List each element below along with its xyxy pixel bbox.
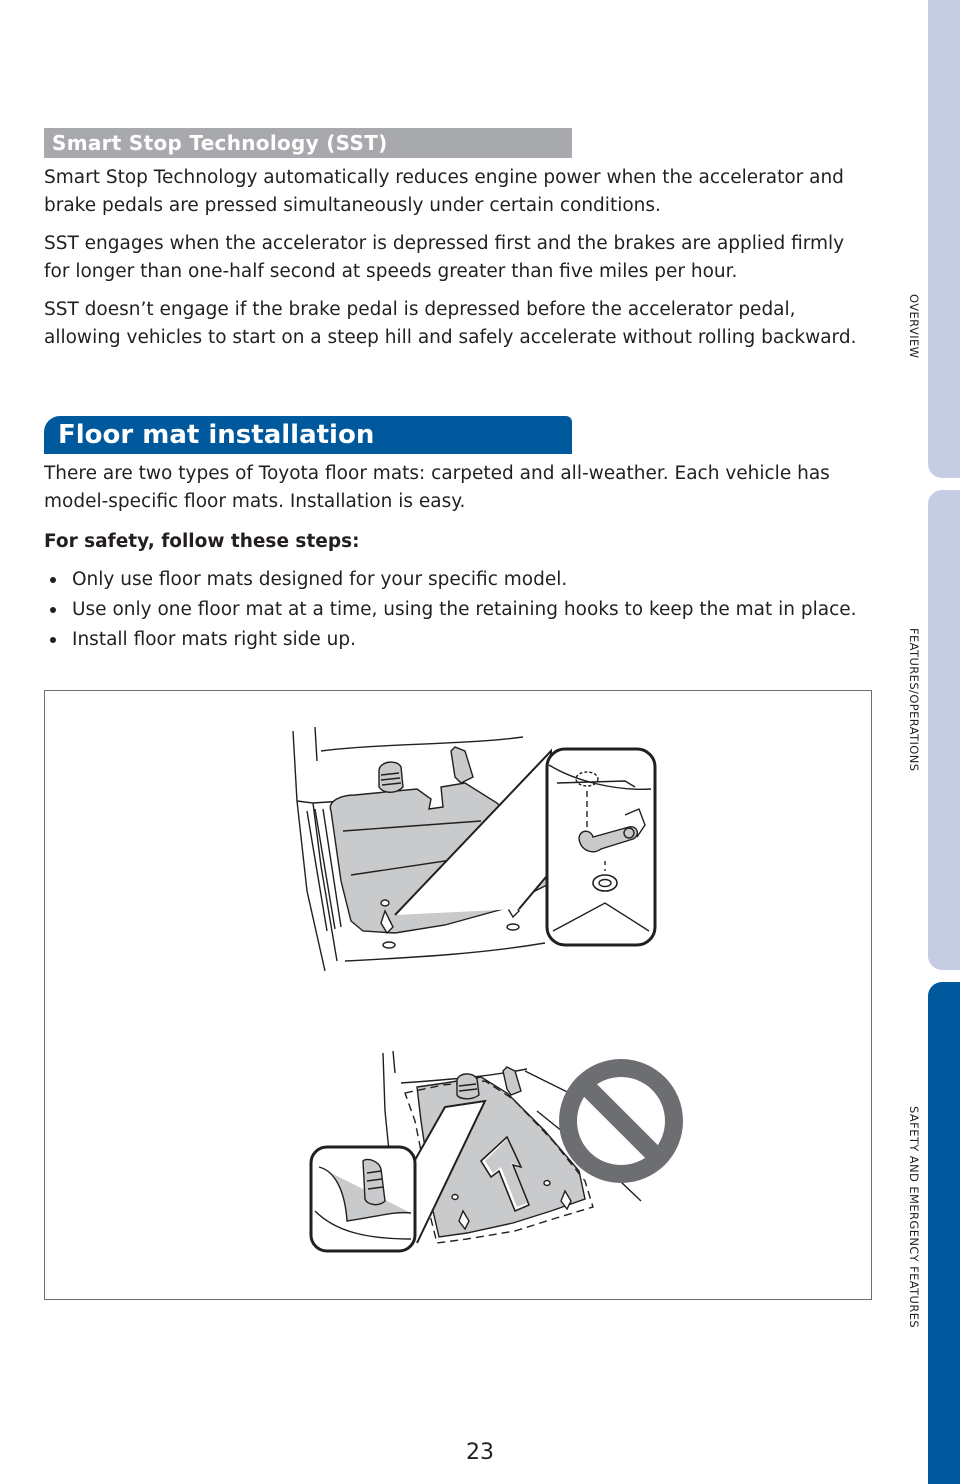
sst-paragraph-3: SST doesn’t engage if the brake pedal is depressed before the accelerator pedal, allowing vehicles to start on a steep hill and safely accelerate without rolling backward. bbox=[44, 299, 857, 348]
list-item: Only use floor mats designed for your specific model. bbox=[44, 566, 864, 594]
bullet-icon bbox=[50, 607, 56, 613]
list-item: Install floor mats right side up. bbox=[44, 626, 864, 654]
bullet-icon bbox=[50, 577, 56, 583]
sst-paragraph-1: Smart Stop Technology automatically reduces engine power when the accelerator and brake pedals are pressed simultaneously under certain conditions. bbox=[44, 167, 844, 216]
sst-section-header: Smart Stop Technology (SST) bbox=[44, 128, 572, 158]
correct-installation-illustration bbox=[293, 727, 655, 971]
page-number: 23 bbox=[466, 1440, 494, 1465]
bullet-icon bbox=[50, 637, 56, 643]
floor-mat-diagram bbox=[45, 691, 873, 1301]
tab-safety-emergency[interactable] bbox=[928, 982, 960, 1484]
floor-mat-illustration bbox=[44, 690, 872, 1300]
floor-mat-steps-heading: For safety, follow these steps: bbox=[44, 531, 360, 552]
floor-mat-steps-list bbox=[44, 566, 864, 656]
tab-overview[interactable] bbox=[928, 0, 960, 478]
tab-features-operations[interactable] bbox=[928, 490, 960, 970]
floor-mat-section-header: Floor mat installation bbox=[44, 416, 572, 454]
sst-paragraph-2: SST engages when the accelerator is depressed first and the brakes are applied firmly for longer than one-half second at speeds greater than five miles per hour. bbox=[44, 233, 845, 282]
manual-page: Smart Stop Technology (SST) Smart Stop Technology automatically reduces engine power when the accelerator and brake pedals are pressed simultaneously under certain conditions. SST engages when the accelerator is depressed first and the brakes are applied firmly for longer than one-half second at speeds greater than five miles per hour. SST doesn’t engage if the brake pedal is depressed before the accelerator pedal, allowing vehicles to start on a steep hill and safely accelerate without rolling backward. Floor mat installation There are two types of Toyota floor mats: carpeted and all-weather. Each vehicle has model-specific floor mats. Installation is easy. For safety, follow these steps: Only use floor mats designed for your specific model. Use only one floor mat at a time, using the retaining hooks to keep the mat in place. Install floor mats right side up. 23 OVERVIEW FEATURES/OPERATIONS SAFETY AND EMERGENCY FEATURES bbox=[0, 0, 960, 1484]
floor-mat-intro: There are two types of Toyota floor mats: carpeted and all-weather. Each vehicle has model-specific floor mats. Installation is easy. bbox=[44, 463, 830, 512]
list-item: Use only one floor mat at a time, using the retaining hooks to keep the mat in place. bbox=[44, 596, 864, 624]
prohibition-icon bbox=[559, 1059, 683, 1183]
